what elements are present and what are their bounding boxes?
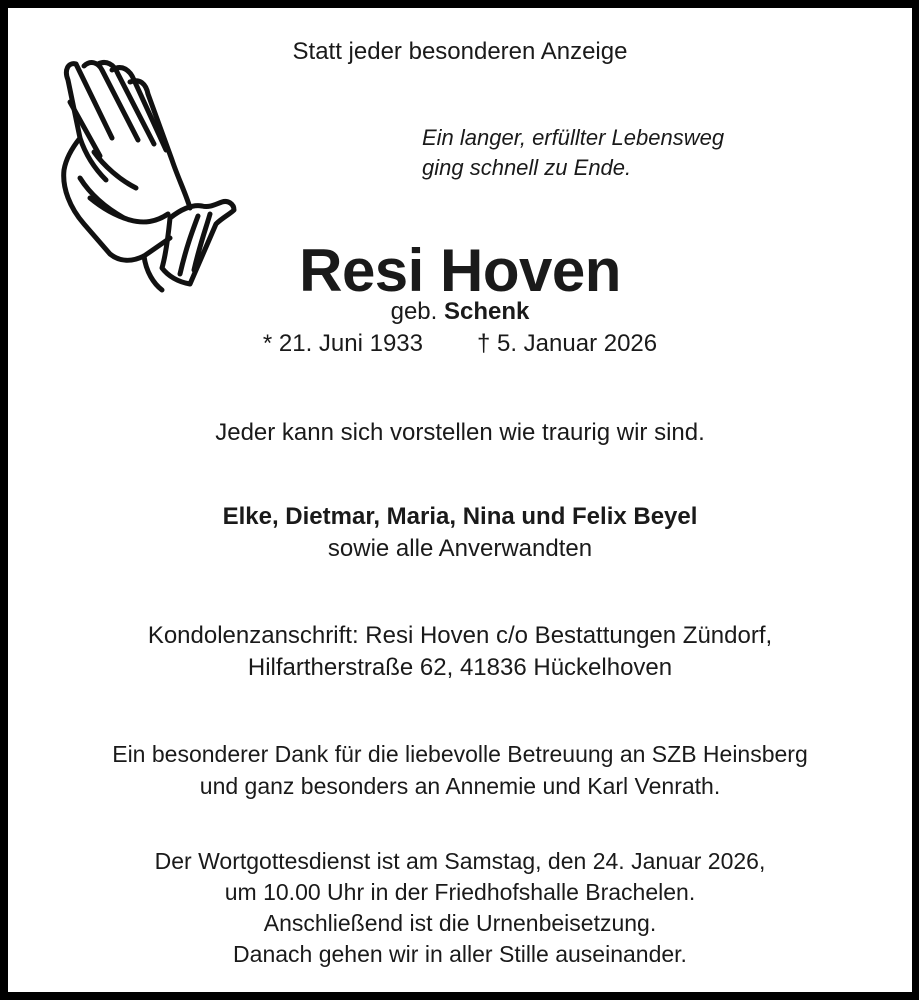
quote	[422, 123, 724, 183]
thanks-line: und ganz besonders an Annemie und Karl Venrath.	[199, 773, 721, 799]
family-names: Elke, Dietmar, Maria, Nina und Felix Beyel	[222, 503, 698, 530]
service-line: Danach gehen wir in aller Stille auseinander.	[233, 941, 687, 967]
maiden-name: Schenk	[444, 298, 530, 325]
service-line: Der Wortgottesdienst ist am Samstag, den 24. Januar 2026,	[154, 848, 766, 874]
service-line: Anschließend ist die Urnenbeisetzung.	[263, 910, 657, 936]
thanks-line: Ein besonderer Dank für die liebevolle Betreuung an SZB Heinsberg	[112, 741, 808, 767]
birth-date: * 21. Juni 1933	[262, 330, 423, 357]
address-line: Kondolenzanschrift: Resi Hoven c/o Bestattungen Zündorf,	[147, 622, 773, 649]
maiden-prefix: geb.	[390, 298, 438, 325]
family-relatives: sowie alle Anverwandten	[327, 535, 593, 562]
condolence-address	[8, 620, 912, 684]
quote-line: Ein langer, erfüllter Lebensweg	[422, 125, 725, 150]
maiden-name-line	[8, 298, 912, 326]
obituary-notice	[8, 8, 912, 992]
service-block	[8, 846, 912, 970]
deceased-name: Resi Hoven	[299, 237, 621, 304]
service-line: um 10.00 Uhr in der Friedhofshalle Brachelen.	[224, 879, 696, 905]
notice-heading: Statt jeder besonderen Anzeige	[292, 38, 628, 65]
sadness-line: Jeder kann sich vorstellen wie traurig wir sind.	[215, 419, 705, 446]
family-block	[8, 501, 912, 565]
thanks-block	[8, 738, 912, 802]
quote-line: ging schnell zu Ende.	[422, 155, 632, 180]
address-line: Hilfartherstraße 62, 41836 Hückelhoven	[247, 654, 673, 681]
death-date: † 5. Januar 2026	[476, 330, 658, 357]
life-dates	[8, 330, 912, 358]
